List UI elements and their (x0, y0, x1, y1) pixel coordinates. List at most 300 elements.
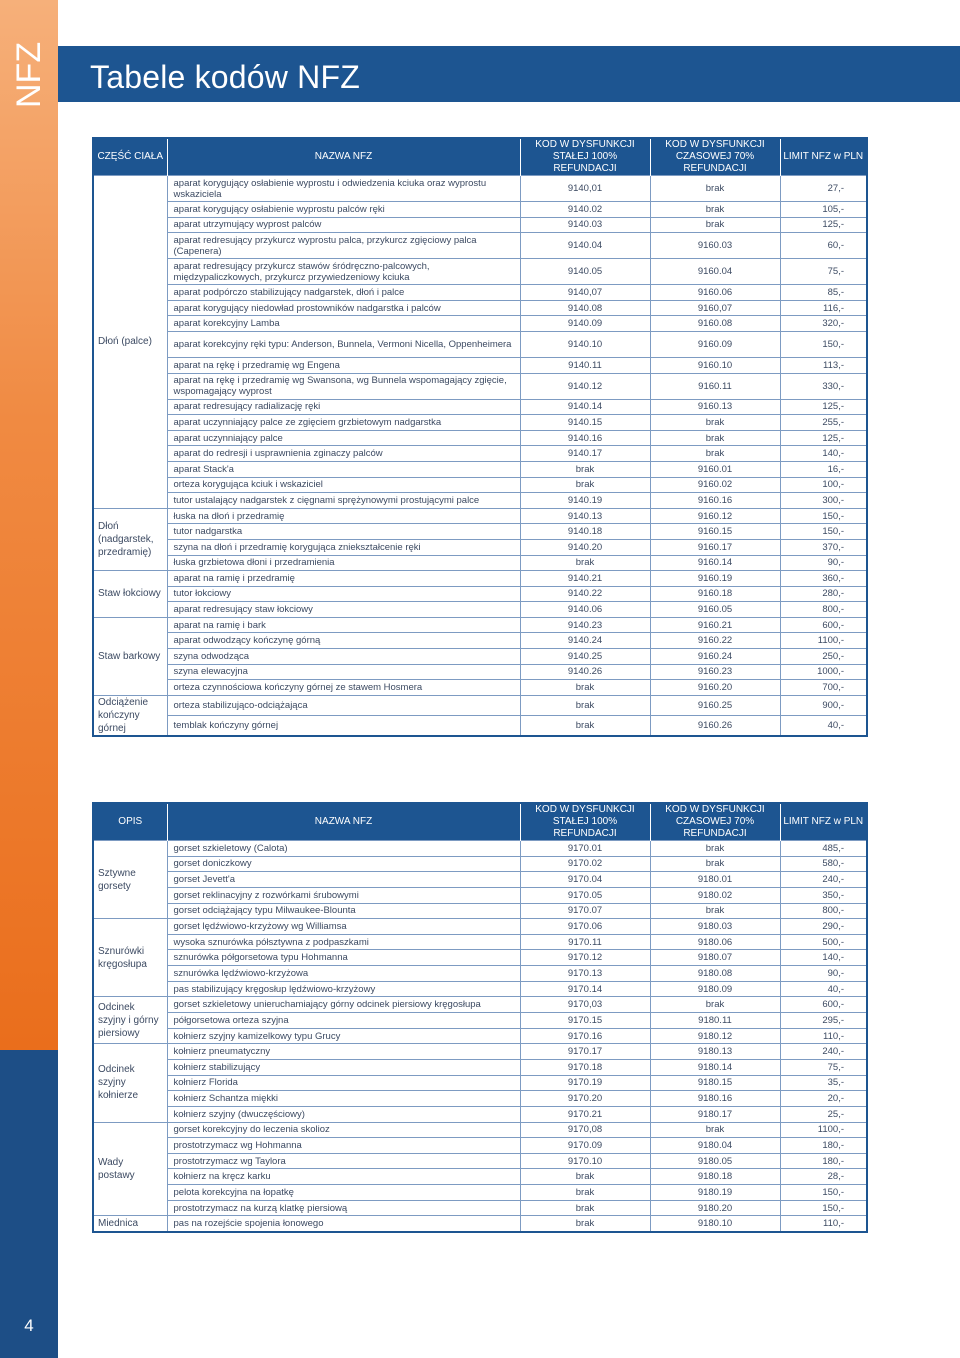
limit-cell: 110,- (780, 1216, 867, 1232)
temporary-code-cell: 9160.05 (650, 602, 780, 618)
limit-cell: 110,- (780, 1028, 867, 1044)
table-row (93, 1153, 867, 1169)
temporary-code-cell: 9160.22 (650, 633, 780, 649)
nfz-name-cell: aparat redresujący radializację ręki (167, 399, 520, 415)
limit-cell: 125,- (780, 399, 867, 415)
temporary-code-cell: 9160.08 (650, 316, 780, 332)
limit-cell: 300,- (780, 493, 867, 509)
limit-cell: 1100,- (780, 633, 867, 649)
permanent-code-cell: 9140.13 (520, 508, 650, 524)
permanent-code-cell: 9170.02 (520, 856, 650, 872)
table-row (93, 461, 867, 477)
permanent-code-cell: 9170.20 (520, 1091, 650, 1107)
table-row (93, 430, 867, 446)
limit-cell: 240,- (780, 872, 867, 888)
table-row (93, 331, 867, 357)
nfz-name-cell: aparat korygujący osłabienie wyprostu palców ręki (167, 202, 520, 218)
permanent-code-cell: brak (520, 477, 650, 493)
nfz-name-cell: aparat uczynniający palce (167, 430, 520, 446)
limit-cell: 90,- (780, 966, 867, 982)
permanent-code-cell: 9140.09 (520, 316, 650, 332)
permanent-code-cell: brak (520, 1169, 650, 1185)
column-header-nfz-name: NAZWA NFZ (167, 803, 520, 841)
table-row (93, 649, 867, 665)
permanent-code-cell: 9140.04 (520, 233, 650, 259)
temporary-code-cell: brak (650, 176, 780, 202)
temporary-code-cell: 9180.11 (650, 1013, 780, 1029)
limit-cell: 1100,- (780, 1122, 867, 1138)
nfz-name-cell: aparat na ramię i bark (167, 617, 520, 633)
table-row (93, 1059, 867, 1075)
permanent-code-cell: 9170.16 (520, 1028, 650, 1044)
limit-cell: 40,- (780, 981, 867, 997)
temporary-code-cell: 9160.06 (650, 285, 780, 301)
permanent-code-cell: 9170.21 (520, 1106, 650, 1122)
column-header-temporary-code: KOD W DYSFUNKCJI CZASOWEJ 70% REFUNDACJI (650, 138, 780, 176)
nfz-name-cell: aparat na rękę i przedramię wg Swansona, wg Bunnela wspomagający zgięcie, wspomagający wyprost (167, 373, 520, 399)
permanent-code-cell: 9140.21 (520, 571, 650, 587)
body-part-cell: Miednica (93, 1216, 167, 1232)
temporary-code-cell: 9160.20 (650, 680, 780, 696)
temporary-code-cell: 9180.18 (650, 1169, 780, 1185)
table-row (93, 1169, 867, 1185)
limit-cell: 60,- (780, 233, 867, 259)
temporary-code-cell: brak (650, 903, 780, 919)
limit-cell: 180,- (780, 1138, 867, 1154)
permanent-code-cell: 9170.10 (520, 1153, 650, 1169)
table-row (93, 1185, 867, 1201)
nfz-name-cell: aparat redresujący przykurcz stawów śródręczno-palcowych, międzypaliczkowych, przykurcz przywiedzeniowy kciuka (167, 259, 520, 285)
table-row (93, 259, 867, 285)
nfz-name-cell: pas na rozejście spojenia łonowego (167, 1216, 520, 1232)
limit-cell: 600,- (780, 997, 867, 1013)
nfz-name-cell: kołnierz szyjny (dwuczęściowy) (167, 1106, 520, 1122)
body-part-cell: Odcinek szyjny kołnierze (93, 1044, 167, 1122)
temporary-code-cell: 9180.04 (650, 1138, 780, 1154)
table-header-row (93, 803, 867, 841)
temporary-code-cell: 9160.26 (650, 716, 780, 736)
temporary-code-cell: 9180.09 (650, 981, 780, 997)
limit-cell: 180,- (780, 1153, 867, 1169)
table-row (93, 1028, 867, 1044)
permanent-code-cell: 9140.08 (520, 300, 650, 316)
nfz-name-cell: prostotrzymacz na kurzą klatkę piersiową (167, 1200, 520, 1216)
nfz-name-cell: aparat redresujący staw łokciowy (167, 602, 520, 618)
nfz-name-cell: kołnierz stabilizujący (167, 1059, 520, 1075)
permanent-code-cell: brak (520, 1216, 650, 1232)
limit-cell: 370,- (780, 539, 867, 555)
limit-cell: 20,- (780, 1091, 867, 1107)
column-header-permanent-code: KOD W DYSFUNKCJI STAŁEJ 100% REFUNDACJI (520, 138, 650, 176)
permanent-code-cell: 9140.26 (520, 664, 650, 680)
permanent-code-cell: 9170,08 (520, 1122, 650, 1138)
temporary-code-cell: brak (650, 856, 780, 872)
table-row (93, 841, 867, 857)
limit-cell: 500,- (780, 934, 867, 950)
table-row (93, 399, 867, 415)
limit-cell: 125,- (780, 430, 867, 446)
column-header-permanent-code: KOD W DYSFUNKCJI STAŁEJ 100% REFUNDACJI (520, 803, 650, 841)
limit-cell: 1000,- (780, 664, 867, 680)
nfz-name-cell: aparat na rękę i przedramię wg Engena (167, 357, 520, 373)
permanent-code-cell: 9140.16 (520, 430, 650, 446)
permanent-code-cell: 9140.12 (520, 373, 650, 399)
table-row (93, 997, 867, 1013)
temporary-code-cell: 9180.14 (650, 1059, 780, 1075)
temporary-code-cell: 9160.19 (650, 571, 780, 587)
table-body (93, 841, 867, 1232)
limit-cell: 350,- (780, 887, 867, 903)
table-row (93, 202, 867, 218)
nfz-name-cell: gorset doniczkowy (167, 856, 520, 872)
table-row (93, 1091, 867, 1107)
limit-cell: 25,- (780, 1106, 867, 1122)
nfz-name-cell: szyna elewacyjna (167, 664, 520, 680)
temporary-code-cell: brak (650, 997, 780, 1013)
limit-cell: 40,- (780, 716, 867, 736)
temporary-code-cell: 9180.08 (650, 966, 780, 982)
temporary-code-cell: 9160.17 (650, 539, 780, 555)
temporary-code-cell: 9160.09 (650, 331, 780, 357)
temporary-code-cell: brak (650, 217, 780, 233)
nfz-name-cell: aparat korekcyjny Lamba (167, 316, 520, 332)
nfz-name-cell: półgorsetowa orteza szyjna (167, 1013, 520, 1029)
permanent-code-cell: 9140.02 (520, 202, 650, 218)
limit-cell: 485,- (780, 841, 867, 857)
permanent-code-cell: 9140.10 (520, 331, 650, 357)
limit-cell: 290,- (780, 919, 867, 935)
nfz-name-cell: pelota korekcyjna na łopatkę (167, 1185, 520, 1201)
nfz-name-cell: aparat redresujący przykurcz wyprostu palca, przykurcz zgięciowy palca (Capenera) (167, 233, 520, 259)
permanent-code-cell: brak (520, 461, 650, 477)
temporary-code-cell: 9180.03 (650, 919, 780, 935)
limit-cell: 330,- (780, 373, 867, 399)
nfz-name-cell: szyna na dłoń i przedramię korygująca zniekształcenie ręki (167, 539, 520, 555)
temporary-code-cell: 9180.06 (650, 934, 780, 950)
permanent-code-cell: 9170.17 (520, 1044, 650, 1060)
table-row (93, 586, 867, 602)
limit-cell: 295,- (780, 1013, 867, 1029)
temporary-code-cell: 9160.15 (650, 524, 780, 540)
table-row (93, 217, 867, 233)
nfz-name-cell: orteza stabilizująco-odciążająca (167, 695, 520, 715)
temporary-code-cell: 9180.07 (650, 950, 780, 966)
temporary-code-cell: 9180.02 (650, 887, 780, 903)
temporary-code-cell: 9160.01 (650, 461, 780, 477)
temporary-code-cell: 9160.03 (650, 233, 780, 259)
table-row (93, 934, 867, 950)
permanent-code-cell: 9170,03 (520, 997, 650, 1013)
table-row (93, 1075, 867, 1091)
limit-cell: 240,- (780, 1044, 867, 1060)
temporary-code-cell: 9160.25 (650, 695, 780, 715)
temporary-code-cell: 9160.12 (650, 508, 780, 524)
nfz-name-cell: orteza czynnościowa kończyny górnej ze stawem Hosmera (167, 680, 520, 696)
temporary-code-cell: 9160.14 (650, 555, 780, 571)
limit-cell: 800,- (780, 602, 867, 618)
permanent-code-cell: 9170.11 (520, 934, 650, 950)
body-part-cell: Dłoń (palce) (93, 176, 167, 509)
nfz-name-cell: kołnierz pneumatyczny (167, 1044, 520, 1060)
table-row (93, 176, 867, 202)
sidebar-orange (0, 0, 58, 1050)
table-row (93, 571, 867, 587)
limit-cell: 105,- (780, 202, 867, 218)
limit-cell: 90,- (780, 555, 867, 571)
permanent-code-cell: 9140.20 (520, 539, 650, 555)
body-part-cell: Wady postawy (93, 1122, 167, 1216)
permanent-code-cell: 9140.11 (520, 357, 650, 373)
nfz-name-cell: aparat podpórczo stabilizujący nadgarstek, dłoń i palce (167, 285, 520, 301)
column-header-limit: LIMIT NFZ w PLN (780, 803, 867, 841)
limit-cell: 140,- (780, 950, 867, 966)
temporary-code-cell: brak (650, 446, 780, 462)
limit-cell: 255,- (780, 415, 867, 431)
temporary-code-cell: brak (650, 841, 780, 857)
permanent-code-cell: 9170.15 (520, 1013, 650, 1029)
nfz-name-cell: łuska na dłoń i przedramię (167, 508, 520, 524)
table-row (93, 300, 867, 316)
permanent-code-cell: 9170.04 (520, 872, 650, 888)
limit-cell: 75,- (780, 1059, 867, 1075)
table-row (93, 872, 867, 888)
temporary-code-cell: 9160.11 (650, 373, 780, 399)
page-title: Tabele kodów NFZ (90, 59, 360, 95)
table-row (93, 856, 867, 872)
nfz-name-cell: aparat korygujący niedowład prostowników nadgarstka i palców (167, 300, 520, 316)
table-row (93, 903, 867, 919)
limit-cell: 125,- (780, 217, 867, 233)
table-row (93, 316, 867, 332)
temporary-code-cell: brak (650, 1122, 780, 1138)
nfz-name-cell: pas stabilizujący kręgosłup lędźwiowo-krzyżowy (167, 981, 520, 997)
limit-cell: 360,- (780, 571, 867, 587)
permanent-code-cell: 9170.01 (520, 841, 650, 857)
limit-cell: 900,- (780, 695, 867, 715)
table-row (93, 919, 867, 935)
temporary-code-cell: 9160.10 (650, 357, 780, 373)
table-row (93, 285, 867, 301)
nfz-name-cell: wysoka sznurówka półsztywna z podpaszkami (167, 934, 520, 950)
nfz-name-cell: aparat Stack'a (167, 461, 520, 477)
sidebar-blue (0, 1050, 58, 1358)
nfz-name-cell: gorset lędźwiowo-krzyżowy wg Williamsa (167, 919, 520, 935)
table-row (93, 981, 867, 997)
body-part-cell: Staw łokciowy (93, 571, 167, 618)
page-number: 4 (24, 1316, 34, 1335)
nfz-name-cell: tutor nadgarstka (167, 524, 520, 540)
permanent-code-cell: 9140.19 (520, 493, 650, 509)
temporary-code-cell: brak (650, 415, 780, 431)
table-row (93, 617, 867, 633)
temporary-code-cell: 9160.16 (650, 493, 780, 509)
nfz-name-cell: aparat do redresji i usprawnienia zginaczy palców (167, 446, 520, 462)
limit-cell: 75,- (780, 259, 867, 285)
nfz-name-cell: gorset korekcyjny do leczenia skolioz (167, 1122, 520, 1138)
permanent-code-cell: brak (520, 680, 650, 696)
nfz-name-cell: aparat odwodzący kończynę górną (167, 633, 520, 649)
temporary-code-cell: 9160.23 (650, 664, 780, 680)
nfz-name-cell: kołnierz na kręcz karku (167, 1169, 520, 1185)
table-row (93, 1122, 867, 1138)
permanent-code-cell: 9140.25 (520, 649, 650, 665)
nfz-name-cell: kołnierz szyjny kamizelkowy typu Grucy (167, 1028, 520, 1044)
permanent-code-cell: 9140.14 (520, 399, 650, 415)
temporary-code-cell: 9160.24 (650, 649, 780, 665)
nfz-name-cell: prostotrzymacz wg Taylora (167, 1153, 520, 1169)
spine-orthoses-codes-table (92, 802, 868, 1233)
column-header-body-part: CZĘŚĆ CIAŁA (93, 138, 167, 176)
nfz-name-cell: sznurówka półgorsetowa typu Hohmanna (167, 950, 520, 966)
permanent-code-cell: 9170.19 (520, 1075, 650, 1091)
nfz-name-cell: gorset szkieletowy unieruchamiający górny odcinek piersiowy kręgosłupa (167, 997, 520, 1013)
table-row (93, 357, 867, 373)
table-header-row (93, 138, 867, 176)
permanent-code-cell: 9170.05 (520, 887, 650, 903)
nfz-name-cell: kołnierz Florida (167, 1075, 520, 1091)
limit-cell: 700,- (780, 680, 867, 696)
permanent-code-cell: 9140,07 (520, 285, 650, 301)
limit-cell: 250,- (780, 649, 867, 665)
nfz-name-cell: gorset Jevett'a (167, 872, 520, 888)
limit-cell: 580,- (780, 856, 867, 872)
temporary-code-cell: 9180.13 (650, 1044, 780, 1060)
permanent-code-cell: 9140.18 (520, 524, 650, 540)
nfz-name-cell: gorset szkieletowy (Calota) (167, 841, 520, 857)
temporary-code-cell: brak (650, 430, 780, 446)
permanent-code-cell: brak (520, 555, 650, 571)
table-row (93, 602, 867, 618)
permanent-code-cell: 9140.03 (520, 217, 650, 233)
limit-cell: 320,- (780, 316, 867, 332)
permanent-code-cell: 9170.13 (520, 966, 650, 982)
table-row (93, 950, 867, 966)
permanent-code-cell: brak (520, 716, 650, 736)
temporary-code-cell: 9180.17 (650, 1106, 780, 1122)
permanent-code-cell: brak (520, 1200, 650, 1216)
limit-cell: 280,- (780, 586, 867, 602)
limit-cell: 150,- (780, 508, 867, 524)
nfz-name-cell: aparat uczynniający palce ze zgięciem grzbietowym nadgarstka (167, 415, 520, 431)
permanent-code-cell: 9170.09 (520, 1138, 650, 1154)
body-part-cell: Sznurówki kręgosłupa (93, 919, 167, 997)
sidebar-vertical-label: NFZ (10, 41, 48, 108)
limit-cell: 35,- (780, 1075, 867, 1091)
body-part-cell: Dłoń (nadgarstek, przedramię) (93, 508, 167, 570)
temporary-code-cell: 9160.04 (650, 259, 780, 285)
limit-cell: 800,- (780, 903, 867, 919)
limit-cell: 27,- (780, 176, 867, 202)
table-row (93, 680, 867, 696)
table-row (93, 633, 867, 649)
nfz-name-cell: aparat na ramię i przedramię (167, 571, 520, 587)
limit-cell: 100,- (780, 477, 867, 493)
permanent-code-cell: 9170.14 (520, 981, 650, 997)
temporary-code-cell: 9180.12 (650, 1028, 780, 1044)
temporary-code-cell: 9180.16 (650, 1091, 780, 1107)
table-row (93, 716, 867, 736)
column-header-nfz-name: NAZWA NFZ (167, 138, 520, 176)
table-row (93, 446, 867, 462)
permanent-code-cell: 9140.24 (520, 633, 650, 649)
table-row (93, 415, 867, 431)
table-row (93, 966, 867, 982)
permanent-code-cell: 9140.15 (520, 415, 650, 431)
permanent-code-cell: 9170.06 (520, 919, 650, 935)
temporary-code-cell: brak (650, 202, 780, 218)
nfz-name-cell: prostotrzymacz wg Hohmanna (167, 1138, 520, 1154)
temporary-code-cell: 9180.15 (650, 1075, 780, 1091)
table-row (93, 524, 867, 540)
limit-cell: 140,- (780, 446, 867, 462)
limit-cell: 116,- (780, 300, 867, 316)
permanent-code-cell: 9140,01 (520, 176, 650, 202)
table-row (93, 1013, 867, 1029)
body-part-cell: Odciążenie kończyny górnej (93, 695, 167, 736)
table-row (93, 493, 867, 509)
table-row (93, 539, 867, 555)
permanent-code-cell: 9140.23 (520, 617, 650, 633)
permanent-code-cell: 9170.18 (520, 1059, 650, 1075)
nfz-name-cell: tutor łokciowy (167, 586, 520, 602)
table-body (93, 176, 867, 736)
permanent-code-cell: 9170.07 (520, 903, 650, 919)
temporary-code-cell: 9160.13 (650, 399, 780, 415)
table-row (93, 233, 867, 259)
limit-cell: 150,- (780, 1200, 867, 1216)
permanent-code-cell: 9170.12 (520, 950, 650, 966)
temporary-code-cell: 9180.10 (650, 1216, 780, 1232)
temporary-code-cell: 9160,07 (650, 300, 780, 316)
column-header-description: OPIS (93, 803, 167, 841)
limit-cell: 150,- (780, 524, 867, 540)
temporary-code-cell: 9160.18 (650, 586, 780, 602)
temporary-code-cell: 9180.19 (650, 1185, 780, 1201)
table-row (93, 1216, 867, 1232)
nfz-name-cell: aparat utrzymujący wyprost palców (167, 217, 520, 233)
permanent-code-cell: 9140.17 (520, 446, 650, 462)
permanent-code-cell: brak (520, 1185, 650, 1201)
nfz-name-cell: temblak kończyny górnej (167, 716, 520, 736)
nfz-name-cell: orteza korygująca kciuk i wskaziciel (167, 477, 520, 493)
body-part-cell: Odcinek szyjny i górny piersiowy (93, 997, 167, 1044)
limit-cell: 16,- (780, 461, 867, 477)
limit-cell: 28,- (780, 1169, 867, 1185)
table-row (93, 695, 867, 715)
nfz-name-cell: szyna odwodząca (167, 649, 520, 665)
nfz-name-cell: kołnierz Schantza miękki (167, 1091, 520, 1107)
table-row (93, 664, 867, 680)
body-part-cell: Staw barkowy (93, 617, 167, 695)
table-row (93, 887, 867, 903)
temporary-code-cell: 9160.02 (650, 477, 780, 493)
nfz-name-cell: aparat korygujący osłabienie wyprostu i odwiedzenia kciuka oraz wyprostu wskaziciela (167, 176, 520, 202)
permanent-code-cell: brak (520, 695, 650, 715)
body-part-codes-table (92, 137, 868, 737)
nfz-name-cell: gorset reklinacyjny z rozwórkami śrubowymi (167, 887, 520, 903)
body-part-cell: Sztywne gorsety (93, 841, 167, 919)
column-header-temporary-code: KOD W DYSFUNKCJI CZASOWEJ 70% REFUNDACJI (650, 803, 780, 841)
temporary-code-cell: 9160.21 (650, 617, 780, 633)
limit-cell: 113,- (780, 357, 867, 373)
permanent-code-cell: 9140.22 (520, 586, 650, 602)
table-row (93, 1044, 867, 1060)
nfz-name-cell: gorset odciążający typu Milwaukee-Blounta (167, 903, 520, 919)
limit-cell: 600,- (780, 617, 867, 633)
table-row (93, 373, 867, 399)
limit-cell: 150,- (780, 1185, 867, 1201)
nfz-name-cell: łuska grzbietowa dłoni i przedramienia (167, 555, 520, 571)
